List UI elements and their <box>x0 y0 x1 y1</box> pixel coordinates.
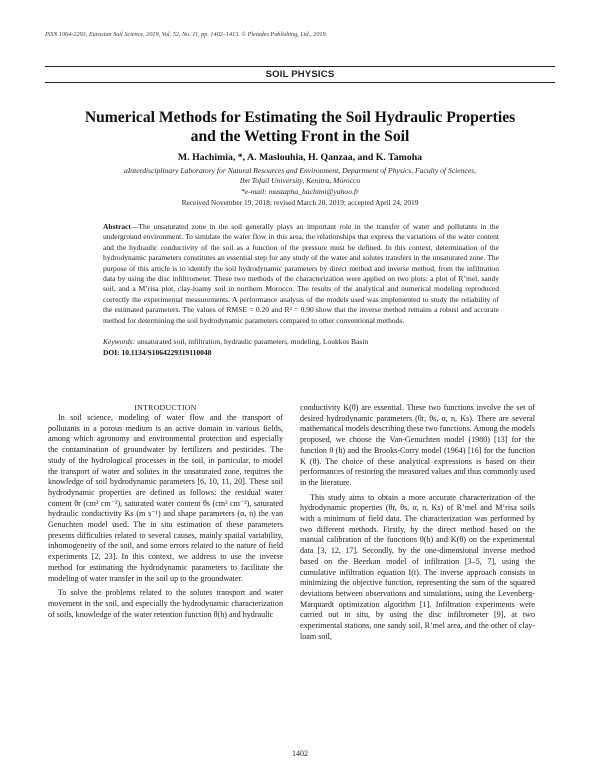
doi: DOI: 10.1134/S1064229319110048 <box>103 348 212 357</box>
body-paragraph: To solve the problems related to the solutes transport and water movement in the soil, and especially the hydrodynamic characterization of soils, knowledge of the water retention function θ(h) and hydraulic <box>48 588 283 619</box>
journal-citation: ISSN 1064-2293, Eurasian Soil Science, 2019, Vol. 52, No. 11, pp. 1402–1413. © Pleiades Publishing, Ltd., 2019. <box>45 31 328 38</box>
introduction-heading: INTRODUCTION <box>134 403 197 412</box>
abstract <box>103 222 499 326</box>
keywords-label: Keywords: <box>103 337 136 346</box>
title-line-2: and the Wetting Front in the Soil <box>190 128 410 145</box>
section-label: SOIL PHYSICS <box>265 69 335 80</box>
author-email: *e-mail: mustapha_hachimi@yahoo.fr <box>241 187 359 196</box>
affiliation <box>60 166 540 187</box>
right-column <box>300 403 535 642</box>
received-dates: Received November 19, 2018; revised March 20, 2019; accepted April 24, 2019 <box>181 198 419 207</box>
affiliation-line-2: Ibn Tofail University, Kenitra, Morocco <box>239 176 361 186</box>
author-list: M. Hachimia, *, A. Maslouhia, H. Qanzaa, and K. Tamoha <box>177 152 423 163</box>
body-paragraph: conductivity K(θ) are essential. These two functions involve the set of desired hydrodynamic parameters (θr, θs, α, n, Ks). There are several mathematical models describing these two functions. Among the models proposed, we choose the Van-Genuchten model (1980) [13] for the function θ (h) and the Brooks-Corry model (1964) [16] for the function K (θ). The choice of these analytical expressions is based on their performances of restoring the measured values and thus commonly used in the literature. <box>300 403 535 487</box>
left-column <box>48 413 283 620</box>
body-paragraph: In soil science, modeling of water flow and the transport of pollutants in a porous medium is an active domain in various fields, among which agronomy and environmental protection and especially the contamination of groundwater by fertilizers and pesticides. The study of the hydrological processes in the soil, in particular, to model the transport of water and solutes in the unsaturated zone, requires the knowledge of soil hydrodynamic parameters [6, 10, 11, 20]. These soil hydrodynamic properties are defined as follows: the residual water content θr (cm³ cm⁻³), saturated water content θs (cm³ cm⁻³), saturated hydraulic conductivity Ks (m s⁻¹) and shape parameters (α, n) the van Genuchten model used. The in situ estimation of these parameters presents difficulties related to several causes, mainly spatial variability, inhomogeneity of the soil, and some errors related to the nature of field experiments [2, 23]. In this context, we address to use the inverse method for estimating the hydrodynamic parameters to facilitate the modeling of water transfer in the soil up to the groundwater. <box>48 413 283 583</box>
title-line-1: Numerical Methods for Estimating the Soil Hydraulic Properties <box>84 109 516 126</box>
paper-title <box>45 108 555 146</box>
body-paragraph: This study aims to obtain a more accurate characterization of the hydrodynamic properties (θr, θs, α, n, Ks) of R’mel and M’risa soils with a minimum of field data. The characterization was performed by two different methods. Firstly, by the direct method based on the manual calibration of the functions θ(h) and K(θ) on the experimental data [3, 12, 17]. Secondly, by the one-dimensional inverse method based on the Beerkan model of infiltration [3–5, 7], using the cumulative infiltration equation I(t). The inverse approach consists in minimizing the objective function, representing the sum of the squared deviations between observations and simulations, using the Levenberg-Marquardt optimization algorithm [1]. Infiltration experiments were carried out in situ, by using the disc infiltrometer [9], at two experimental stations, one sandy soil, R’mel area, and the other of clay-loam soil, <box>300 492 535 641</box>
keywords-text: unsaturated soil, infiltration, hydraulic parameters, modeling, Loukkos Basin <box>135 337 369 346</box>
abstract-label: Abstract <box>103 222 131 231</box>
abstract-text: —The unsaturated zone in the soil generally plays an important role in the transfer of water and pollutants in the underground environment. To simulate the water flow in this area, the relationships that express the variations of the water content and the hydraulic conductivity of the soil as a function of the pressure must be defined. In this context, determination of the hydrodynamic parameters constitutes an essential step for any study of the water and solutes transfers in the unsaturated zone. The purpose of this article is to identify the soil hydrodynamic parameters by direct method and inverse method, from the infiltration data by using the disc infiltrometer. These two methods of the characterization were applied on two plots: a plot of R’mel, sandy soil, and a M’risa plot, clay-loamy soil in northern Morocco. The results of the analytical and numerical modeling reproduced correctly the experimental measurements. A performance analysis of the models used was implemented to study the reliability of the estimated parameters. The values of RMSE = 0.20 and R² = 0.90 show that the inverse method remains a robust and accurate method for determining the soil hydrodynamic parameters compared to other conventional methods. <box>103 222 499 325</box>
keywords <box>103 337 499 346</box>
section-header <box>45 66 555 83</box>
page-number: 1402 <box>292 749 308 758</box>
affiliation-line-1: aInterdisciplinary Laboratory for Natural Resources and Environment, Department of Physics, Faculty of Sciences, <box>123 166 476 175</box>
